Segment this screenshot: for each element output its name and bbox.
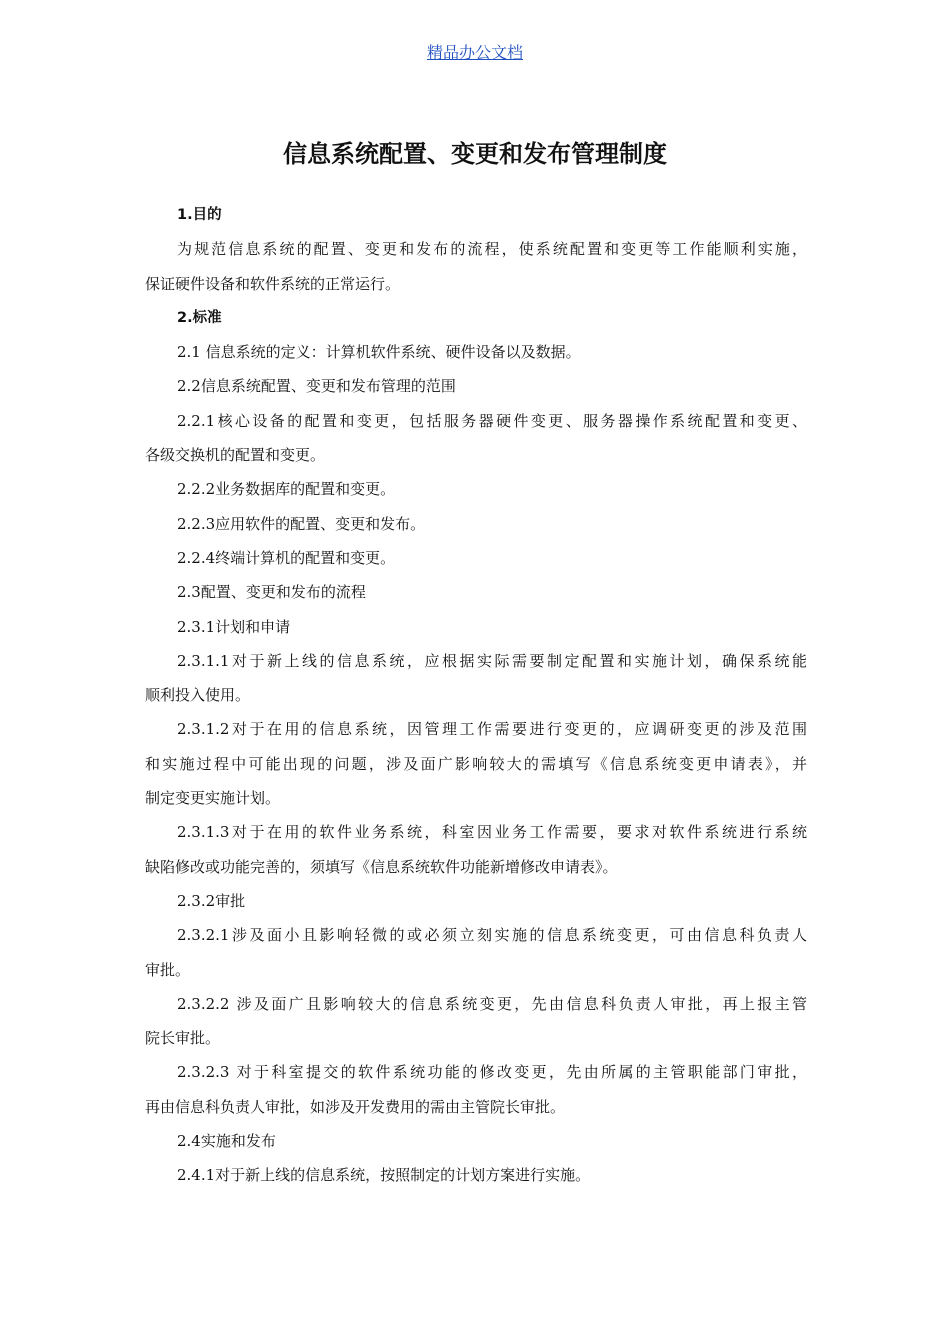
paragraph-line: 2.2.4终端计算机的配置和变更。	[177, 548, 396, 567]
paragraph-line: 2.2信息系统配置、变更和发布管理的范围	[177, 377, 456, 396]
paragraph-line: 2.3.1.1对于新上线的信息系统，应根据实际需要制定配置和实施计划，确保系统能	[177, 651, 807, 670]
paragraph-line: 再由信息科负责人审批，如涉及开发费用的需由主管院长审批。	[145, 1097, 566, 1116]
section-heading-purpose: 1.目的	[177, 207, 222, 223]
paragraph-line: 制定变更实施计划。	[145, 789, 281, 808]
paragraph-line: 院长审批。	[145, 1029, 221, 1048]
paragraph-line: 保证硬件设备和软件系统的正常运行。	[145, 274, 401, 293]
paragraph-line: 2.3.2.1涉及面小且影响轻微的或必须立刻实施的信息系统变更，可由信息科负责人	[177, 926, 807, 945]
paragraph-line: 和实施过程中可能出现的问题，涉及面广影响较大的需填写《信息系统变更申请表》，并	[145, 754, 807, 773]
header-link[interactable]: 精品办公文档	[426, 43, 523, 62]
paragraph-line: 2.2.1核心设备的配置和变更，包括服务器硬件变更、服务器操作系统配置和变更、	[177, 411, 807, 430]
paragraph-line: 2.3.1.2对于在用的信息系统，因管理工作需要进行变更的，应调研变更的涉及范围	[177, 720, 807, 739]
paragraph-line: 2.4实施和发布	[177, 1132, 276, 1151]
paragraph-line: 2.2.3应用软件的配置、变更和发布。	[177, 514, 426, 533]
paragraph-line: 2.2.2业务数据库的配置和变更。	[177, 480, 396, 499]
paragraph-line: 2.3.2.2 涉及面广且影响较大的信息系统变更，先由信息科负责人审批，再上报主管	[177, 994, 807, 1013]
paragraph-line: 2.3.2审批	[177, 891, 246, 910]
paragraph-line: 缺陷修改或功能完善的，须填写《信息系统软件功能新增修改申请表》。	[145, 857, 618, 876]
document-body	[145, 198, 807, 1193]
paragraph-line: 顺利投入使用。	[145, 686, 251, 705]
paragraph-line: 2.3.2.3 对于科室提交的软件系统功能的修改变更，先由所属的主管职能部门审批，	[177, 1063, 807, 1082]
paragraph-line: 2.1 信息系统的定义：计算机软件系统、硬件设备以及数据。	[177, 343, 581, 362]
paragraph-line: 2.3配置、变更和发布的流程	[177, 583, 366, 602]
paragraph-line: 2.4.1对于新上线的信息系统，按照制定的计划方案进行实施。	[177, 1166, 591, 1185]
paragraph-line: 各级交换机的配置和变更。	[145, 446, 326, 465]
paragraph-line: 审批。	[145, 960, 191, 979]
paragraph-line: 2.3.1.3对于在用的软件业务系统，科室因业务工作需要，要求对软件系统进行系统	[177, 823, 807, 842]
section-heading-standard: 2.标准	[177, 309, 222, 326]
document-title: 信息系统配置、变更和发布管理制度	[283, 140, 667, 168]
paragraph-line: 2.3.1计划和申请	[177, 617, 291, 636]
paragraph-line: 为规范信息系统的配置、变更和发布的流程，使系统配置和变更等工作能顺利实施，	[177, 240, 807, 259]
